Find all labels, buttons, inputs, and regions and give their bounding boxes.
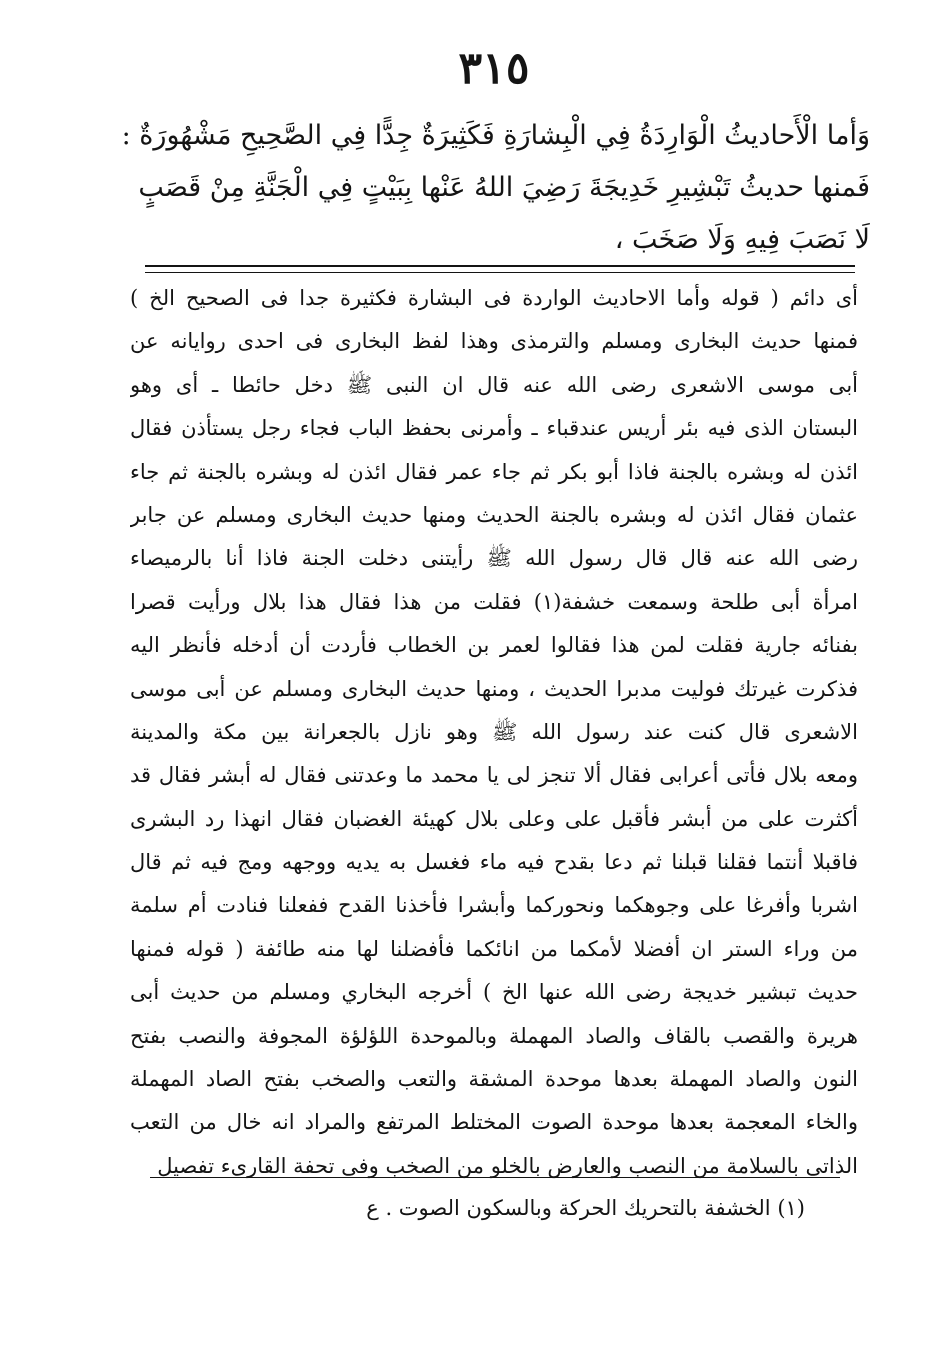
main-text-line: وَأما الْأَحاديثُ الْوَارِدَةُ فِي الْبِشارَةِ فَكَثِيرَةٌ جِدًّا فِي الصَّحِيحِ مَشْهُورَةٌ : xyxy=(121,120,870,151)
main-text-line: لَا نَصَبَ فِيهِ وَلَا صَخَبَ ، xyxy=(614,224,870,255)
main-text-line: فَمنها حديثُ تَبْشِيرِ خَدِيجَةَ رَضِيَ اللهُ عَنْها بِبَيْتٍ فِي الْجَنَّةِ مِنْ قَصَبٍ xyxy=(138,172,870,203)
commentary-line: هريرة والقصب بالقاف والصاد المهملة وبالموحدة اللؤلؤة المجوفة والنصب بفتح xyxy=(130,1023,858,1048)
commentary-line: أى دائم ( قوله وأما الاحاديث الواردة فى البشارة فكثيرة جدا فى الصحيح الخ ) xyxy=(130,286,858,310)
section-divider xyxy=(145,265,855,267)
main-text xyxy=(90,110,870,266)
commentary-line: النون والصاد المهملة بعدها موحدة المشقة والتعب والصخب بفتح الصاد المهملة xyxy=(130,1067,858,1092)
commentary-line: الذاتى بالسلامة من النصب والعارض بالخلو من الصخب وفى تحفة القارىء تفصيل xyxy=(157,1153,858,1178)
footnote: (١) الخشفة بالتحريك الحركة وبالسكون الصوت . ع xyxy=(366,1196,805,1220)
commentary-line: أكثرت على من أبشر فأقبل على وعلى بلال كهيئة الغضبان فقال انهذا رد البشرى xyxy=(130,806,858,831)
page-number: ٣١٥ xyxy=(458,43,530,94)
section-divider-thin xyxy=(145,272,855,273)
commentary-line: اشربا وأفرغا على وجوهكما ونحوركما وأبشرا فأخذنا القدح ففعلنا فنادت أم سلمة xyxy=(130,893,858,918)
commentary-line: حديث تبشير خديجة رضى الله عنها الخ ) أخرجه البخاري ومسلم من حديث أبى xyxy=(130,980,858,1005)
commentary-line: بفنائه جارية فقلت لمن هذا فقالوا لعمر بن الخطاب فأردت أن أدخله فأنظر اليه xyxy=(130,633,858,658)
commentary-line: عثمان فقال ائذن له وبشره بالجنة الحديث ومنها حديث البخارى ومسلم عن جابر xyxy=(130,502,858,527)
commentary-text xyxy=(130,277,858,1188)
commentary-line: والخاء المعجمة بعدها موحدة الصوت المختلط المرتفع والمراد انه خال من التعب xyxy=(130,1110,858,1135)
commentary-line: فذكرت غيرتك فوليت مدبرا الحديث ، ومنها حديث البخارى ومسلم عن أبى موسى xyxy=(130,676,858,701)
commentary-line: فاقبلا أنتما فقلنا قبلنا ثم دعا بقدح فيه ماء فغسل به يديه ووجهه ومج فيه ثم قال xyxy=(130,850,858,875)
commentary-line: فمنها حديث البخارى ومسلم والترمذى وهذا لفظ البخارى فى احدى روايانه عن xyxy=(130,329,858,354)
commentary-line: الاشعرى قال كنت عند رسول الله ﷺ وهو نازل بالجعرانة بين مكة والمدينة xyxy=(130,719,858,744)
commentary-line: البستان الذى فيه بئر أريس عندقباء ـ وأمرنى بحفظ الباب فجاء رجل يستأذن فقال xyxy=(130,416,858,441)
commentary-line: أبى موسى الاشعرى رضى الله عنه قال ان النبى ﷺ دخل حائطا ـ أى وهو xyxy=(130,372,858,397)
commentary-line: ومعه بلال فأتى أعرابى فقال ألا تنجز لى يا محمد ما وعدتنى فقال له أبشر فقال قد xyxy=(130,763,858,788)
commentary-line: ائذن له وبشره بالجنة فاذا أبو بكر ثم جاء عمر فقال ائذن له وبشره بالجنة ثم جاء xyxy=(130,459,858,484)
commentary-line: امرأة أبى طلحة وسمعت خشفة(١) فقلت من هذا فقال هذا بلال ورأيت قصرا xyxy=(130,589,858,614)
commentary-line: من وراء الستر ان أفضلا لأمكما من انائكما فأفضلنا لها منه طائفة ( قوله فمنها xyxy=(130,936,858,961)
commentary-line: رضى الله عنه قال قال رسول الله ﷺ رأيتنى دخلت الجنة فاذا أنا بالرميصاء xyxy=(130,546,858,571)
footnote-divider xyxy=(150,1177,840,1178)
